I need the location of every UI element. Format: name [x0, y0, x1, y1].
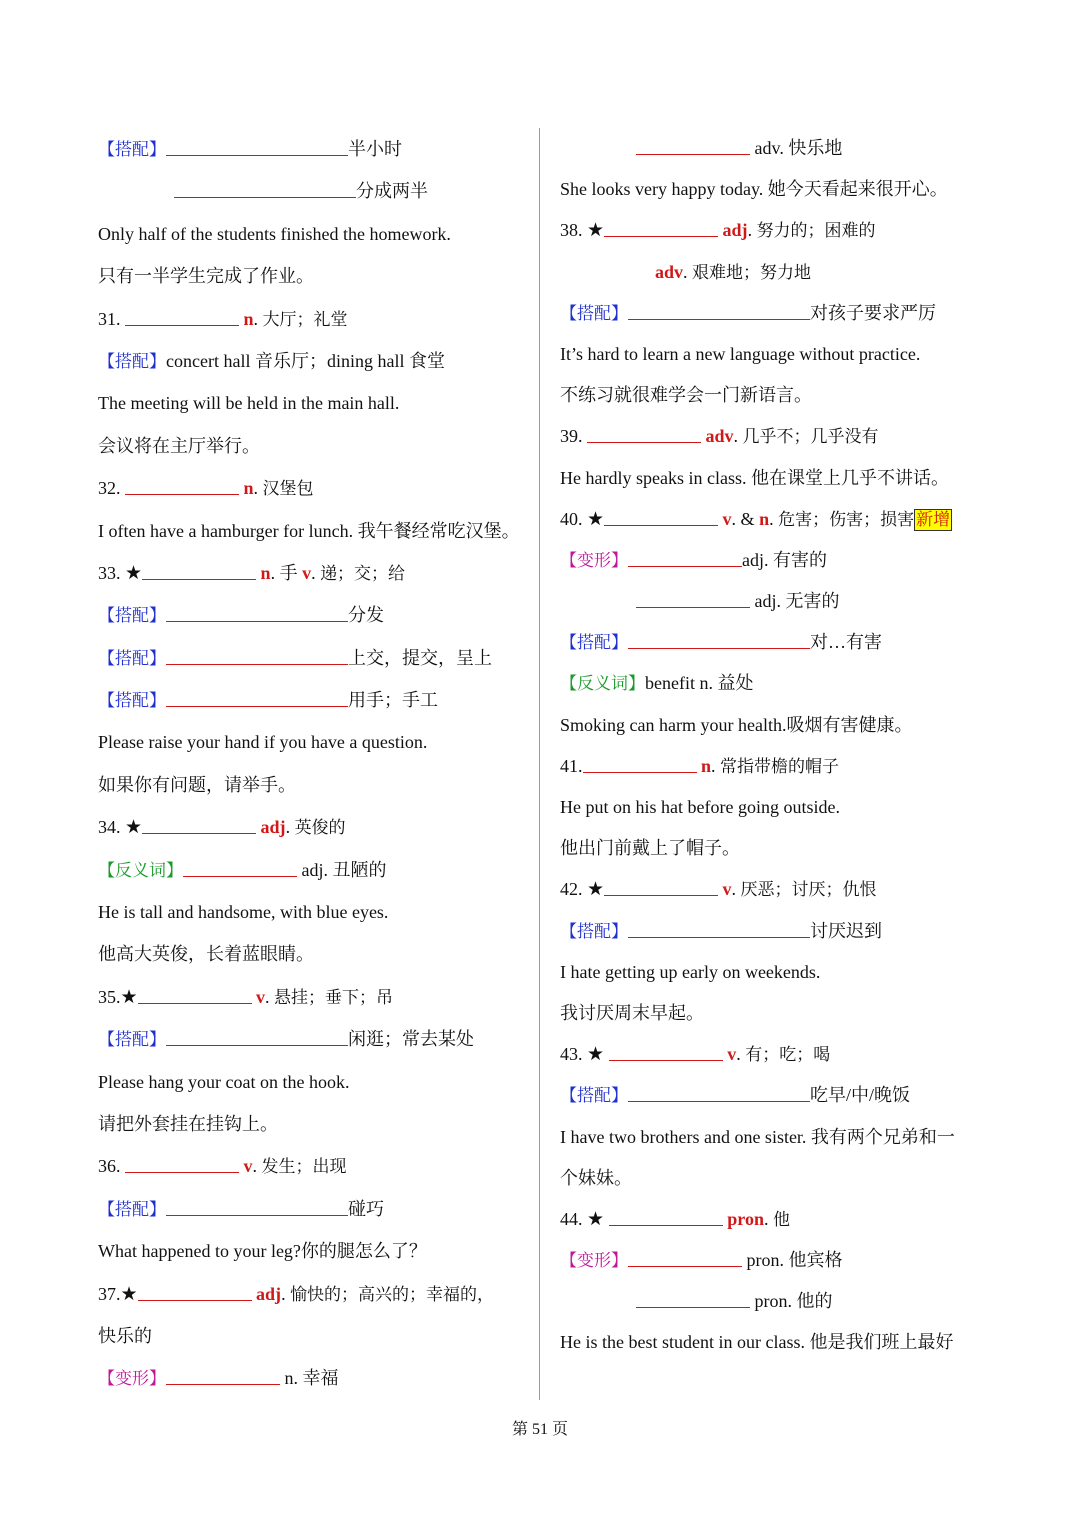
part-of-speech: pron — [727, 1208, 764, 1229]
entry-line — [560, 1199, 990, 1240]
word-meaning: 几乎不；几乎没有 — [742, 427, 879, 448]
entry-line — [98, 1103, 528, 1145]
word-meaning: 英俊的 — [294, 818, 346, 839]
entry-text: benefit n. 益处 — [645, 673, 754, 694]
entry-line — [560, 787, 990, 828]
antonym-label: 【反义词】 — [98, 860, 183, 881]
entry-line — [560, 622, 990, 663]
entry-number: 31. — [98, 308, 125, 329]
entry-line — [98, 721, 528, 763]
word-meaning: 危害；伤害；损害 — [778, 509, 915, 530]
column-divider — [539, 128, 540, 1400]
entry-line — [560, 663, 990, 704]
entry-line — [98, 891, 528, 933]
answer-blank[interactable] — [604, 218, 718, 237]
entry-line — [560, 1240, 990, 1281]
pos-separator: . — [733, 426, 743, 447]
entry-line — [560, 869, 990, 910]
entry-line — [560, 828, 990, 869]
answer-blank[interactable] — [183, 858, 297, 877]
example-sentence: I often have a hamburger for lunch. 我午餐经常吃汉堡。 — [98, 520, 520, 541]
entry-line — [560, 252, 990, 293]
collocation-label: 【搭配】 — [560, 1086, 628, 1107]
entry-text: 对孩子要求严厉 — [810, 302, 936, 323]
answer-blank[interactable] — [125, 476, 239, 495]
collocation-label: 【搭配】 — [98, 1199, 166, 1220]
entry-line — [98, 679, 528, 721]
part-of-speech: n — [243, 478, 254, 499]
page-number: 第 51 页 — [511, 1421, 568, 1438]
pos-separator: . — [252, 1156, 262, 1177]
entry-line — [560, 1281, 990, 1322]
part-of-speech: adj — [722, 220, 748, 241]
entry-number: 42. — [560, 879, 587, 900]
example-sentence: She looks very happy today. 她今天看起来很开心。 — [560, 179, 948, 200]
answer-blank[interactable] — [166, 1197, 348, 1216]
answer-blank[interactable] — [166, 603, 348, 622]
answer-blank[interactable] — [166, 1366, 280, 1385]
star-icon: ★ — [120, 1283, 138, 1305]
example-sentence: 快乐的 — [98, 1325, 152, 1346]
entry-text: 半小时 — [348, 139, 402, 159]
entry-text: 对…有害 — [810, 632, 882, 653]
word-meaning: 悬挂；垂下；吊 — [274, 987, 394, 1008]
star-icon: ★ — [125, 562, 143, 584]
example-sentence: He hardly speaks in class. 他在课堂上几乎不讲话。 — [560, 467, 949, 488]
answer-blank[interactable] — [142, 561, 256, 580]
entry-line — [560, 993, 990, 1034]
part-of-speech: v — [722, 879, 732, 900]
example-sentence: Smoking can harm your health.吸烟有害健康。 — [560, 714, 913, 735]
entry-line — [560, 499, 990, 540]
collocation-label: 【搭配】 — [98, 1030, 166, 1051]
collocation-label: 【搭配】 — [98, 648, 166, 669]
entry-line — [560, 1117, 990, 1158]
entry-text: 上交，提交，呈上 — [348, 647, 492, 668]
entry-line — [98, 425, 528, 467]
entry-text: 碰巧 — [348, 1198, 384, 1219]
star-icon: ★ — [587, 220, 605, 242]
entry-line — [98, 467, 528, 509]
entry-number: 38. — [560, 220, 587, 241]
collocation-label: 【搭配】 — [560, 921, 628, 942]
entry-text: adj. 丑陋的 — [297, 859, 387, 880]
answer-blank[interactable] — [125, 307, 239, 326]
answer-blank[interactable] — [604, 507, 718, 526]
example-sentence: 如果你有问题，请举手。 — [98, 774, 296, 795]
example-sentence: He put on his hat before going outside. — [560, 797, 840, 817]
entry-line — [560, 1322, 990, 1363]
entry-line — [98, 128, 528, 170]
entry-line — [98, 849, 528, 891]
example-sentence: I hate getting up early on weekends. — [560, 961, 821, 982]
entry-number: 40. — [560, 508, 587, 529]
word-meaning: 汉堡包 — [262, 479, 314, 500]
example-sentence: He is tall and handsome, with blue eyes. — [98, 902, 389, 923]
pos-separator: . 手 — [270, 562, 303, 583]
entry-line — [560, 334, 990, 375]
answer-blank[interactable] — [142, 815, 256, 834]
answer-blank[interactable] — [609, 1207, 723, 1226]
entry-line — [98, 552, 528, 594]
answer-blank[interactable] — [628, 630, 810, 649]
answer-blank[interactable] — [166, 1027, 348, 1046]
entry-line — [98, 340, 528, 382]
entry-text: 闲逛；常去某处 — [348, 1029, 474, 1050]
entry-number: 36. — [98, 1156, 125, 1177]
star-icon: ★ — [125, 817, 143, 839]
word-meaning: 常指带檐的帽子 — [720, 756, 840, 777]
entry-number: 35. — [98, 986, 121, 1007]
entry-line — [560, 1158, 990, 1199]
collocation-label: 【搭配】 — [98, 351, 166, 372]
entry-line — [98, 213, 528, 255]
entry-number: 33. — [98, 562, 125, 583]
entry-line — [98, 1357, 528, 1399]
entry-line — [98, 1145, 528, 1187]
part-of-speech: v — [727, 1044, 737, 1065]
entry-text: adv. 快乐地 — [750, 138, 843, 158]
pos-separator: . — [731, 879, 741, 900]
entry-text: 分发 — [348, 605, 384, 626]
word-meaning: 愉快的；高兴的；幸福的， — [290, 1284, 495, 1305]
collocation-label: 【搭配】 — [560, 633, 628, 654]
part-of-speech: adv — [655, 261, 684, 282]
pos-separator: . — [736, 1044, 746, 1065]
entry-number: 43. — [560, 1044, 587, 1065]
variant-label: 【变形】 — [560, 550, 628, 571]
word-meaning: 艰难地；努力地 — [692, 262, 812, 283]
answer-blank[interactable] — [138, 1282, 252, 1301]
entry-number: 34. — [98, 817, 125, 838]
pos-separator: . — [281, 1283, 291, 1304]
entry-line — [98, 594, 528, 636]
entry-number: 41. — [560, 755, 583, 776]
variant-label: 【变形】 — [98, 1369, 166, 1390]
entry-line — [560, 581, 990, 622]
word-meaning: 努力的；困难的 — [756, 221, 876, 242]
answer-blank[interactable] — [166, 137, 348, 156]
answer-blank[interactable] — [166, 688, 348, 707]
example-sentence: Please hang your coat on the hook. — [98, 1071, 350, 1092]
entry-line — [98, 510, 528, 552]
example-sentence: 个妹妹。 — [560, 1167, 632, 1188]
answer-blank[interactable] — [636, 1289, 750, 1308]
example-sentence: The meeting will be held in the main hall. — [98, 393, 400, 414]
word-meaning: 大厅；礼堂 — [262, 309, 348, 330]
star-icon: ★ — [587, 1208, 609, 1230]
entry-text: n. 幸福 — [280, 1368, 339, 1389]
entry-line — [560, 416, 990, 457]
entry-line — [560, 952, 990, 993]
answer-blank[interactable] — [628, 301, 810, 320]
entry-line — [560, 1034, 990, 1075]
answer-blank[interactable] — [636, 589, 750, 608]
left-column — [98, 128, 528, 1400]
right-column — [560, 128, 990, 1364]
example-sentence: I have two brothers and one sister. 我有两个兄弟和一 — [560, 1126, 955, 1147]
entry-number: 44. — [560, 1208, 587, 1229]
entry-line — [560, 169, 990, 210]
answer-blank[interactable] — [628, 1248, 742, 1267]
answer-blank[interactable] — [125, 1154, 239, 1173]
entry-number: 39. — [560, 426, 587, 447]
example-sentence: 他高大英俊，长着蓝眼睛。 — [98, 944, 314, 965]
word-meaning: 他 — [772, 1209, 790, 1230]
part-of-speech: v — [243, 1156, 253, 1177]
pos-separator: . — [265, 986, 275, 1007]
part-of-speech: v — [722, 508, 732, 529]
example-sentence: 不练习就很难学会一门新语言。 — [560, 385, 812, 406]
part-of-speech: n — [260, 562, 271, 583]
entry-text: concert hall 音乐厅；dining hall 食堂 — [166, 350, 445, 371]
entry-line — [98, 764, 528, 806]
example-sentence: What happened to your leg?你的腿怎么了？ — [98, 1241, 427, 1262]
part-of-speech: n — [243, 308, 254, 329]
word-meaning: 发生；出现 — [261, 1157, 347, 1178]
star-icon: ★ — [587, 508, 605, 530]
entry-line — [98, 170, 528, 212]
answer-blank[interactable] — [604, 877, 718, 896]
entry-line — [98, 933, 528, 975]
answer-blank[interactable] — [628, 919, 810, 938]
word-meaning: 递；交；给 — [320, 563, 406, 584]
collocation-label: 【搭配】 — [560, 303, 628, 324]
star-icon: ★ — [587, 1044, 609, 1066]
part-of-speech: n — [759, 508, 770, 529]
word-meaning: 厌恶；讨厌；仇恨 — [740, 880, 877, 901]
entry-text: 吃早/中/晚饭 — [810, 1085, 911, 1106]
example-sentence: Please raise your hand if you have a question. — [98, 732, 428, 753]
entry-text: 分成两半 — [356, 181, 428, 202]
entry-text: 讨厌迟到 — [810, 920, 882, 941]
entry-line — [98, 298, 528, 340]
entry-line — [98, 1315, 528, 1357]
entry-line — [98, 976, 528, 1018]
example-sentence: 会议将在主厅举行。 — [98, 435, 260, 456]
entry-line — [560, 1075, 990, 1116]
entry-line — [98, 1061, 528, 1103]
entry-line — [98, 382, 528, 424]
entry-line — [98, 1273, 528, 1315]
entry-line — [98, 1230, 528, 1272]
entry-line — [98, 1188, 528, 1230]
entry-line — [560, 911, 990, 952]
entry-line — [98, 637, 528, 679]
entry-line — [560, 375, 990, 416]
entry-line — [560, 746, 990, 787]
star-icon: ★ — [120, 986, 138, 1008]
entry-text: pron. 他的 — [750, 1291, 833, 1312]
entry-line — [560, 293, 990, 334]
example-sentence: 他出门前戴上了帽子。 — [560, 838, 740, 859]
pos-separator: . & — [731, 508, 760, 529]
example-sentence: Only half of the students finished the homework. — [98, 223, 451, 244]
entry-line — [98, 1018, 528, 1060]
part-of-speech: v — [302, 562, 312, 583]
example-sentence: It’s hard to learn a new language without practice. — [560, 343, 921, 364]
answer-blank[interactable] — [609, 1042, 723, 1061]
answer-blank[interactable] — [138, 985, 252, 1004]
answer-blank[interactable] — [583, 754, 697, 773]
pos-separator: . — [253, 308, 263, 329]
example-sentence: 只有一半学生完成了作业。 — [98, 266, 314, 287]
part-of-speech: v — [256, 986, 266, 1007]
example-sentence: 我讨厌周末早起。 — [560, 1002, 704, 1023]
antonym-label: 【反义词】 — [560, 674, 645, 695]
example-sentence: 请把外套挂在挂钩上。 — [98, 1113, 278, 1134]
answer-blank[interactable] — [628, 548, 742, 567]
answer-blank[interactable] — [628, 1083, 810, 1102]
entry-line — [560, 705, 990, 746]
pos-separator: . — [285, 817, 295, 838]
answer-blank[interactable] — [174, 179, 356, 198]
pos-separator: . — [683, 261, 693, 282]
pos-separator: . — [763, 1208, 773, 1229]
entry-line — [98, 255, 528, 297]
new-tag-badge: 新增 — [916, 509, 951, 530]
collocation-label: 【搭配】 — [98, 691, 166, 712]
entry-text: adj. 无害的 — [750, 591, 840, 612]
entry-line — [560, 210, 990, 251]
entry-text: pron. 他宾格 — [742, 1250, 843, 1271]
part-of-speech: adj — [260, 817, 286, 838]
entry-line — [560, 458, 990, 499]
collocation-label: 【搭配】 — [98, 606, 166, 627]
star-icon: ★ — [587, 879, 605, 901]
pos-separator: . — [311, 562, 321, 583]
answer-blank[interactable] — [166, 646, 348, 665]
answer-blank[interactable] — [587, 424, 701, 443]
part-of-speech: n — [701, 755, 712, 776]
entry-number: 32. — [98, 478, 125, 499]
collocation-label: 【搭配】 — [98, 140, 166, 160]
entry-text: adj. 有害的 — [742, 549, 827, 570]
variant-label: 【变形】 — [560, 1251, 628, 1272]
pos-separator: . — [747, 220, 757, 241]
entry-number: 37. — [98, 1283, 121, 1304]
entry-line — [98, 806, 528, 848]
entry-line — [560, 128, 990, 169]
pos-separator: . — [253, 478, 263, 499]
part-of-speech: adv — [705, 426, 734, 447]
part-of-speech: adj — [256, 1283, 282, 1304]
pos-separator: . — [711, 755, 721, 776]
pos-separator: . — [769, 508, 779, 529]
entry-text: 用手；手工 — [348, 690, 438, 711]
example-sentence: He is the best student in our class. 他是我们班上最好 — [560, 1332, 954, 1353]
entry-line — [560, 540, 990, 581]
word-meaning: 有；吃；喝 — [745, 1045, 831, 1066]
answer-blank[interactable] — [636, 136, 750, 155]
